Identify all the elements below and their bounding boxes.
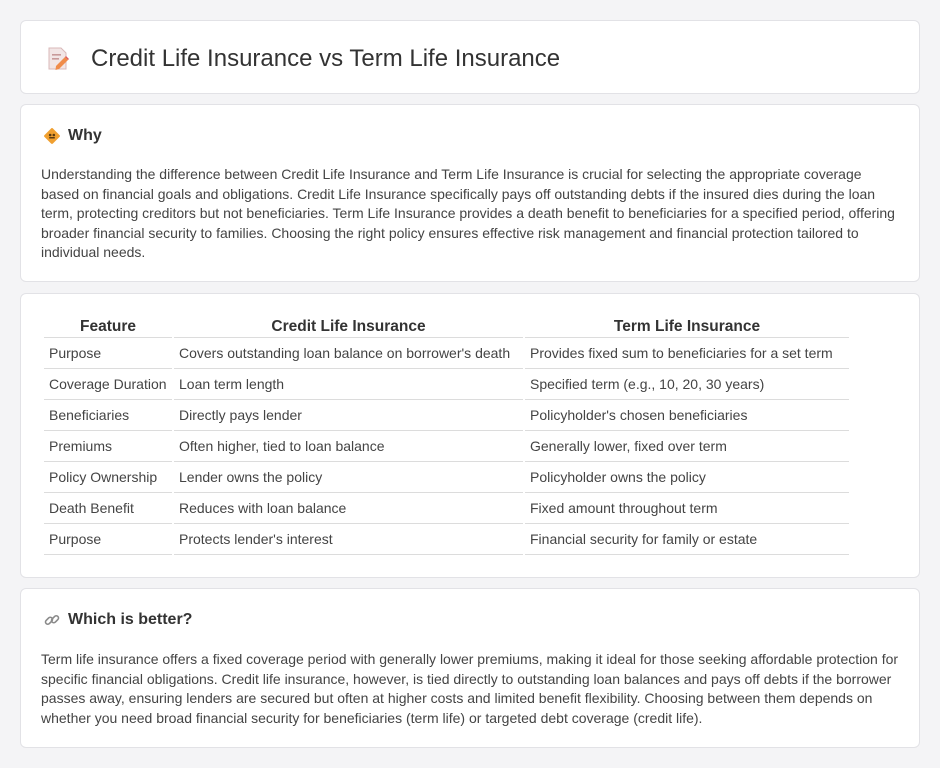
credit-life-cell: Directly pays lender: [174, 400, 523, 431]
credit-life-cell: Loan term length: [174, 369, 523, 400]
feature-cell: Premiums: [44, 431, 172, 462]
term-life-cell: Policyholder owns the policy: [525, 462, 849, 493]
table-row: [44, 493, 849, 524]
header-credit-life: Credit Life Insurance: [174, 316, 523, 338]
credit-life-cell: Often higher, tied to loan balance: [174, 431, 523, 462]
document-pencil-icon: [47, 46, 69, 72]
term-life-cell: Provides fixed sum to beneficiaries for a set term: [525, 338, 849, 369]
page-title: Credit Life Insurance vs Term Life Insurance: [91, 45, 561, 72]
credit-life-cell: Protects lender's interest: [174, 524, 523, 555]
table-header-row: [44, 316, 849, 338]
title-card: [20, 20, 920, 94]
table-row: [44, 338, 849, 369]
better-heading: Which is better?: [68, 611, 193, 628]
credit-life-cell: Lender owns the policy: [174, 462, 523, 493]
term-life-cell: Policyholder's chosen beneficiaries: [525, 400, 849, 431]
which-is-better-section: [20, 588, 920, 748]
link-icon: [43, 611, 61, 629]
comparison-section: [20, 293, 920, 578]
feature-cell: Policy Ownership: [44, 462, 172, 493]
table-row: [44, 400, 849, 431]
feature-cell: Beneficiaries: [44, 400, 172, 431]
why-section: [20, 104, 920, 282]
why-heading: Why: [68, 127, 102, 144]
feature-cell: Purpose: [44, 524, 172, 555]
credit-life-cell: Reduces with loan balance: [174, 493, 523, 524]
feature-cell: Purpose: [44, 338, 172, 369]
table-row: [44, 369, 849, 400]
term-life-cell: Specified term (e.g., 10, 20, 30 years): [525, 369, 849, 400]
term-life-cell: Fixed amount throughout term: [525, 493, 849, 524]
table-row: [44, 431, 849, 462]
feature-cell: Death Benefit: [44, 493, 172, 524]
header-term-life: Term Life Insurance: [525, 316, 849, 338]
term-life-cell: Generally lower, fixed over term: [525, 431, 849, 462]
diamond-sign-icon: [43, 127, 61, 145]
table-row: [44, 462, 849, 493]
credit-life-cell: Covers outstanding loan balance on borrower's death: [174, 338, 523, 369]
term-life-cell: Financial security for family or estate: [525, 524, 849, 555]
table-row: [44, 524, 849, 555]
comparison-table: [42, 316, 851, 555]
header-feature: Feature: [44, 316, 172, 338]
why-paragraph: Understanding the difference between Credit Life Insurance and Term Life Insurance is crucial for selecting the appropriate coverage based on financial goals and obligations. Credit Life Insurance specifically pays off outstanding debts if the insured dies during the loan term, protecting creditors but not beneficiaries. Term Life Insurance provides a death benefit to beneficiaries for a specified period, offering broader financial security to families. Choosing the right policy ensures effective risk management and financial protection tailored to individual needs.: [41, 166, 895, 260]
better-paragraph: Term life insurance offers a fixed coverage period with generally lower premiums, making it ideal for those seeking affordable protection for specific financial obligations. Credit life insurance, however, is tied directly to outstanding loan balances and pays off debts if the borrower passes away, ensuring lenders are secured but often at higher costs and limited benefit flexibility. Choosing between them depends on whether you need broad financial security for beneficiaries (term life) or targeted debt coverage (credit life).: [41, 651, 899, 726]
feature-cell: Coverage Duration: [44, 369, 172, 400]
